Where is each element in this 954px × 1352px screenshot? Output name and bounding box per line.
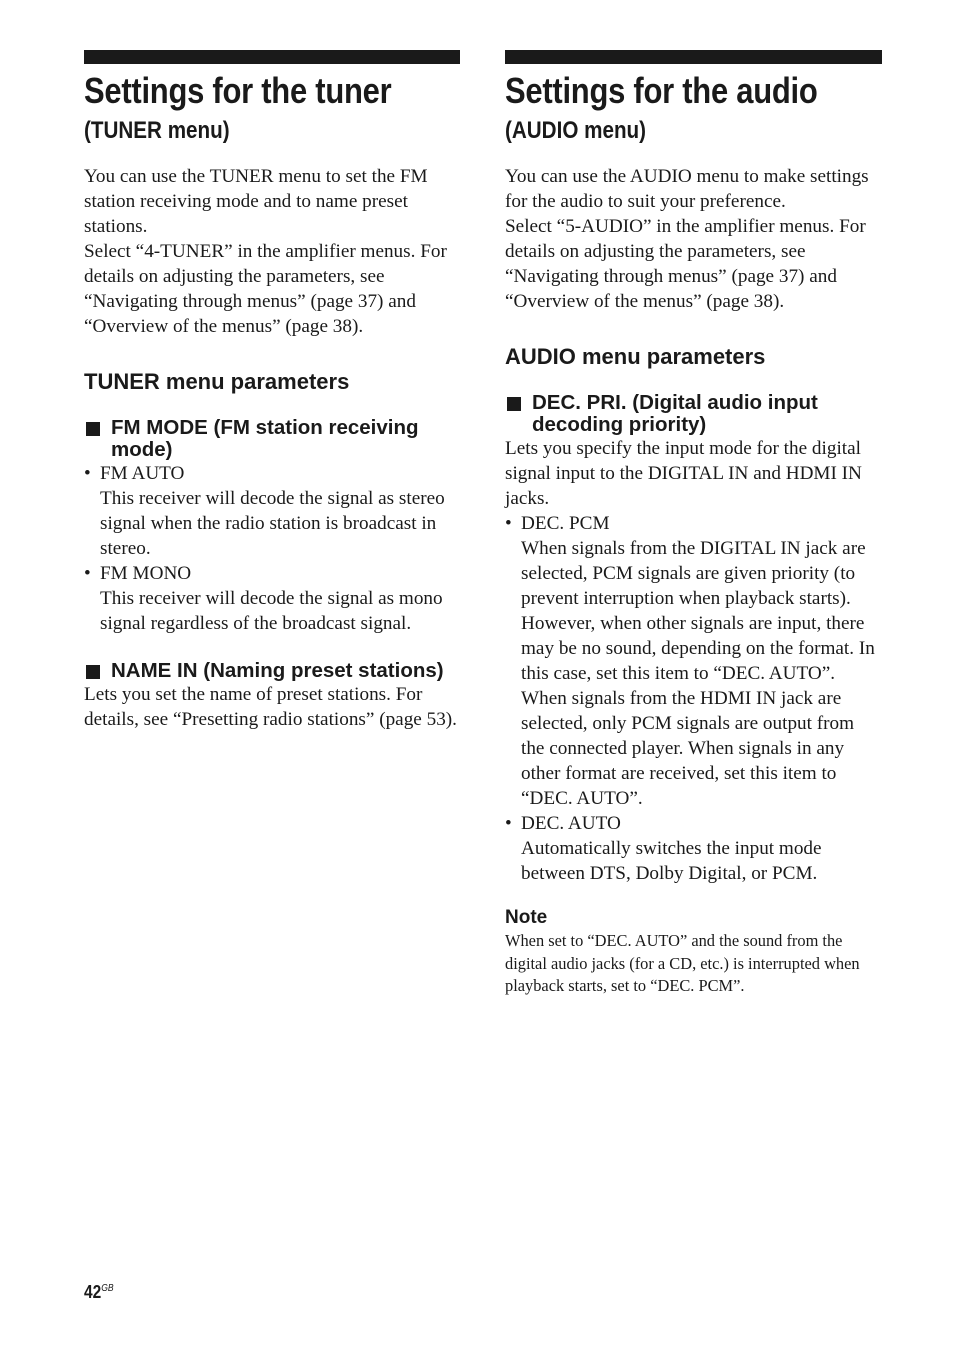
dec-pri-heading [505,392,882,436]
item-desc: This receiver will decode the signal as mono signal regardless of the broadcast signal. [100,588,443,634]
audio-params-heading: AUDIO menu parameters [505,344,766,369]
name-in-heading [84,660,460,682]
list-item [84,561,460,586]
audio-title: Settings for the audio [505,70,818,111]
name-in-heading-text: NAME IN (Naming preset stations) [111,659,444,682]
tuner-intro-1: You can use the TUNER menu to set the FM station receiving mode and to name preset stations. [84,166,428,237]
item-desc: When signals from the DIGITAL IN jack are selected, PCM signals are given priority (to prevent interruption when playback starts). However, when other signals are input, there may be no sound, depending on the format. In this case, set this item to “DEC. AUTO”. When signals from the HDMI IN jack are selected, only PCM signals are output from the connected player. When signals in any other format are received, set this item to “DEC. AUTO”. [521,538,875,809]
item-label: DEC. PCM [521,513,610,534]
item-desc: This receiver will decode the signal as stereo signal when the radio station is broadcast in stereo. [100,488,445,559]
fm-mode-heading-text: FM MODE (FM station receiving mode) [111,416,419,461]
tuner-title: Settings for the tuner [84,70,392,111]
bullet-icon: • [84,563,91,584]
item-label: DEC. AUTO [521,813,621,834]
bullet-icon: • [84,463,91,484]
item-desc: Automatically switches the input mode between DTS, Dolby Digital, or PCM. [521,838,822,884]
audio-section [505,50,882,998]
page-region: GB [101,1283,114,1294]
note-heading: Note [505,907,548,928]
item-label: FM AUTO [100,463,185,484]
list-item [505,811,882,836]
dec-pri-heading-text: DEC. PRI. (Digital audio input decoding priority) [532,391,818,436]
audio-intro-1: You can use the AUDIO menu to make settings for the audio to suit your preference. [505,166,869,212]
bullet-icon: • [505,813,512,834]
square-bullet-icon [86,422,100,436]
audio-intro-2: Select “5-AUDIO” in the amplifier menus. For details on adjusting the parameters, see “Navigating through menus” (page 37) and “Overview of the menus” (page 38). [505,216,866,312]
list-item [505,511,882,536]
item-label: FM MONO [100,563,192,584]
square-bullet-icon [507,397,521,411]
page-number [84,1282,114,1303]
tuner-section [84,50,460,732]
tuner-subtitle: (TUNER menu) [84,117,230,144]
list-item [84,461,460,486]
square-bullet-icon [86,665,100,679]
page-number-value: 42 [84,1282,102,1302]
tuner-params-heading: TUNER menu parameters [84,369,350,394]
name-in-text: Lets you set the name of preset stations. For details, see “Presetting radio stations” (page 53). [84,684,457,730]
dec-pri-text: Lets you specify the input mode for the digital signal input to the DIGITAL IN and HDMI IN jacks. [505,438,862,509]
audio-subtitle: (AUDIO menu) [505,117,647,144]
section-rule [505,50,882,64]
note-text: When set to “DEC. AUTO” and the sound from the digital audio jacks (for a CD, etc.) is interrupted when playback starts, set to “DEC. PCM”. [505,931,860,995]
section-rule [84,50,460,64]
fm-mode-heading [84,417,460,461]
tuner-intro-2: Select “4-TUNER” in the amplifier menus. For details on adjusting the parameters, see “Navigating through menus” (page 37) and “Overview of the menus” (page 38). [84,241,447,337]
bullet-icon: • [505,513,512,534]
